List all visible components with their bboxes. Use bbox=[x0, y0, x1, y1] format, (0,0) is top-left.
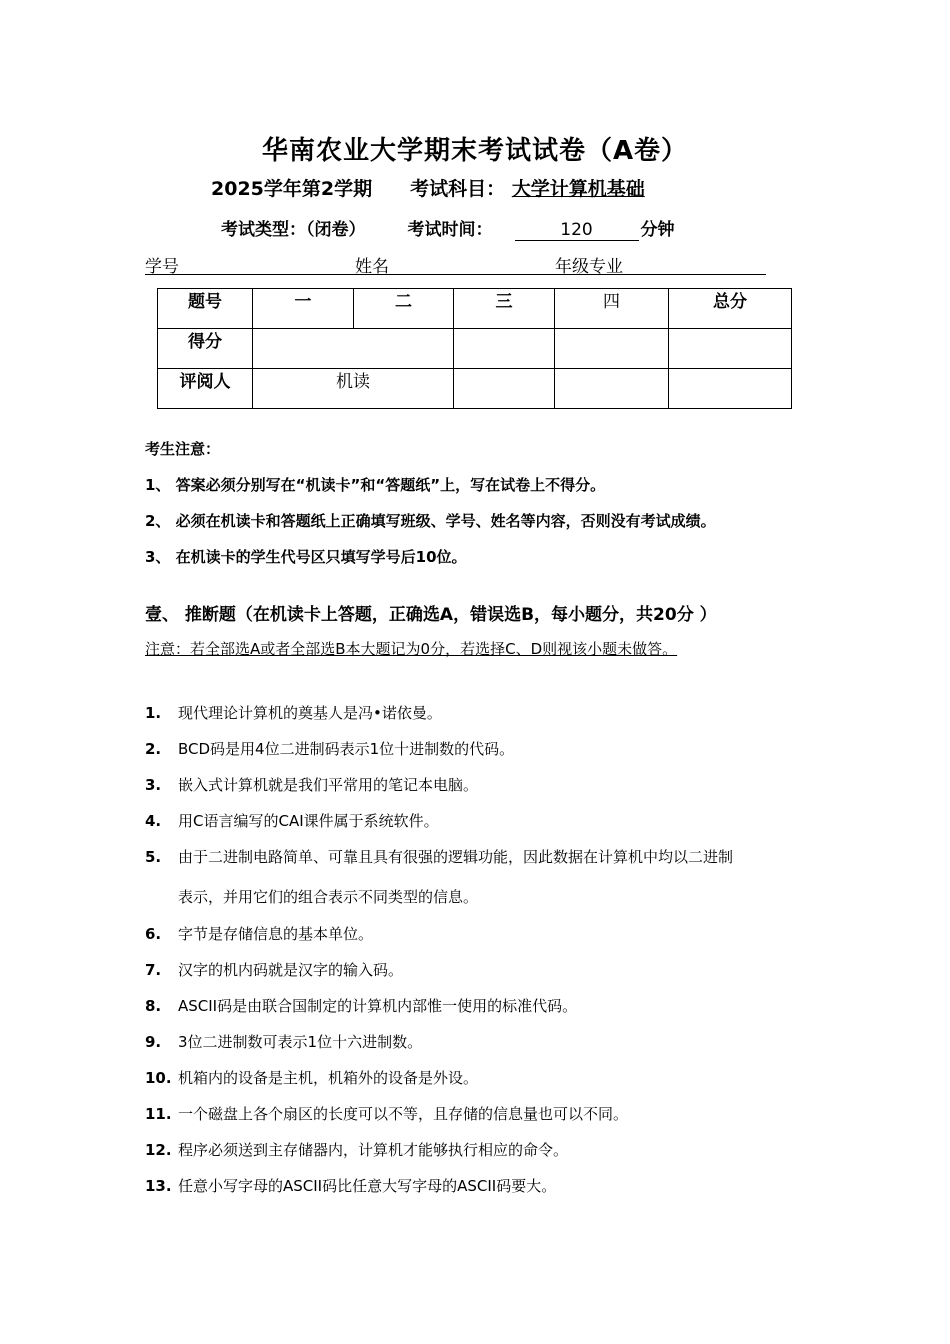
question-text: 用C语言编写的CAI课件属于系统软件。 bbox=[178, 812, 439, 830]
question-text: 程序必须送到主存储器内，计算机才能够执行相应的命令。 bbox=[178, 1141, 569, 1159]
question-number: 1. bbox=[145, 704, 162, 722]
time-label: 考试时间： bbox=[407, 220, 493, 240]
question-number: 6. bbox=[145, 925, 162, 943]
exam-type: 考试类型：（闭卷） bbox=[221, 220, 366, 240]
question-text: 3位二进制数可表示1位十六进制数。 bbox=[178, 1033, 423, 1051]
notice-item: 2、 必须在机读卡和答题纸上正确填写班级、学号、姓名等内容，否则没有考试成绩。 bbox=[145, 512, 716, 530]
question-item bbox=[145, 1031, 422, 1052]
question-number: 2. bbox=[145, 740, 162, 758]
notice-item: 1、 答案必须分别写在“机读卡”和“答题纸”上，写在试卷上不得分。 bbox=[145, 476, 606, 494]
score-table-score-row bbox=[158, 329, 792, 369]
question-text: 现代理论计算机的奠基人是冯•诺依曼。 bbox=[178, 704, 442, 722]
score-table bbox=[157, 288, 792, 409]
exam-title: 华南农业大学期末考试试卷（A卷） bbox=[261, 136, 689, 166]
table-cell bbox=[253, 329, 454, 369]
question-number: 8. bbox=[145, 997, 162, 1015]
section-note: 注意：若全部选A或者全部选B本大题记为0分，若选择C、D则视该小题未做答。 bbox=[145, 640, 678, 658]
table-cell: 二 bbox=[354, 289, 454, 329]
table-cell: 总分 bbox=[669, 289, 792, 329]
question-item bbox=[145, 1175, 556, 1196]
score-table-header-row bbox=[158, 289, 792, 329]
question-number: 3. bbox=[145, 776, 162, 794]
table-cell: 得分 bbox=[158, 329, 253, 369]
subject-value: 大学计算机基础 bbox=[511, 178, 645, 200]
exam-subtitle bbox=[211, 174, 645, 201]
question-item bbox=[145, 774, 478, 795]
question-number: 11. bbox=[145, 1105, 172, 1123]
question-number: 10. bbox=[145, 1069, 172, 1087]
question-continuation: 表示，并用它们的组合表示不同类型的信息。 bbox=[178, 888, 479, 906]
table-cell: 三 bbox=[454, 289, 555, 329]
question-number: 12. bbox=[145, 1141, 172, 1159]
exam-type-line bbox=[221, 215, 675, 241]
question-number: 13. bbox=[145, 1177, 172, 1195]
grade-major-label: 年级专业 bbox=[555, 257, 623, 277]
question-number: 5. bbox=[145, 848, 162, 866]
question-text: 任意小写字母的ASCII码比任意大写字母的ASCII码要大。 bbox=[178, 1177, 557, 1195]
question-number: 4. bbox=[145, 812, 162, 830]
question-text: 机箱内的设备是主机，机箱外的设备是外设。 bbox=[178, 1069, 479, 1087]
question-item bbox=[145, 1067, 478, 1088]
section-heading: 壹、 推断题（在机读卡上答题，正确选A，错误选B，每小题分，共20分 ） bbox=[145, 605, 717, 625]
question-text: 字节是存储信息的基本单位。 bbox=[178, 925, 374, 943]
question-item bbox=[145, 1103, 628, 1124]
table-cell bbox=[555, 369, 669, 409]
table-cell: 题号 bbox=[158, 289, 253, 329]
question-item bbox=[145, 959, 403, 980]
score-table-reviewer-row bbox=[158, 369, 792, 409]
question-text: 嵌入式计算机就是我们平常用的笔记本电脑。 bbox=[178, 776, 479, 794]
year-term: 2025学年第2学期 bbox=[211, 178, 373, 200]
question-item bbox=[145, 738, 514, 759]
question-item bbox=[145, 995, 577, 1016]
question-text: ASCII码是由联合国制定的计算机内部惟一使用的标准代码。 bbox=[178, 997, 578, 1015]
student-name-label: 姓名 bbox=[355, 257, 389, 277]
question-text: 汉字的机内码就是汉字的输入码。 bbox=[178, 961, 404, 979]
question-item bbox=[145, 923, 373, 944]
time-unit: 分钟 bbox=[640, 220, 675, 240]
question-text: 一个磁盘上各个扇区的长度可以不等，且存储的信息量也可以不同。 bbox=[178, 1105, 629, 1123]
student-id-label: 学号 bbox=[145, 257, 179, 277]
student-info-line bbox=[145, 252, 766, 275]
table-cell: 机读 bbox=[253, 369, 454, 409]
subject-label: 考试科目： bbox=[410, 178, 506, 200]
table-cell bbox=[454, 369, 555, 409]
time-value: 120 bbox=[515, 220, 639, 241]
question-item bbox=[145, 1139, 568, 1160]
question-item bbox=[145, 846, 733, 867]
table-cell bbox=[669, 369, 792, 409]
table-cell bbox=[454, 329, 555, 369]
question-item bbox=[145, 702, 442, 723]
notice-heading: 考生注意： bbox=[145, 440, 221, 458]
table-cell: 四 bbox=[555, 289, 669, 329]
question-number: 7. bbox=[145, 961, 162, 979]
question-item bbox=[145, 810, 439, 831]
question-text: 由于二进制电路简单、可靠且具有很强的逻辑功能，因此数据在计算机中均以二进制 bbox=[178, 848, 734, 866]
table-cell bbox=[555, 329, 669, 369]
table-cell: 评阅人 bbox=[158, 369, 253, 409]
notice-item: 3、 在机读卡的学生代号区只填写学号后10位。 bbox=[145, 548, 467, 566]
question-number: 9. bbox=[145, 1033, 162, 1051]
table-cell bbox=[669, 329, 792, 369]
question-text: BCD码是用4位二进制码表示1位十进制数的代码。 bbox=[178, 740, 515, 758]
table-cell: 一 bbox=[253, 289, 354, 329]
